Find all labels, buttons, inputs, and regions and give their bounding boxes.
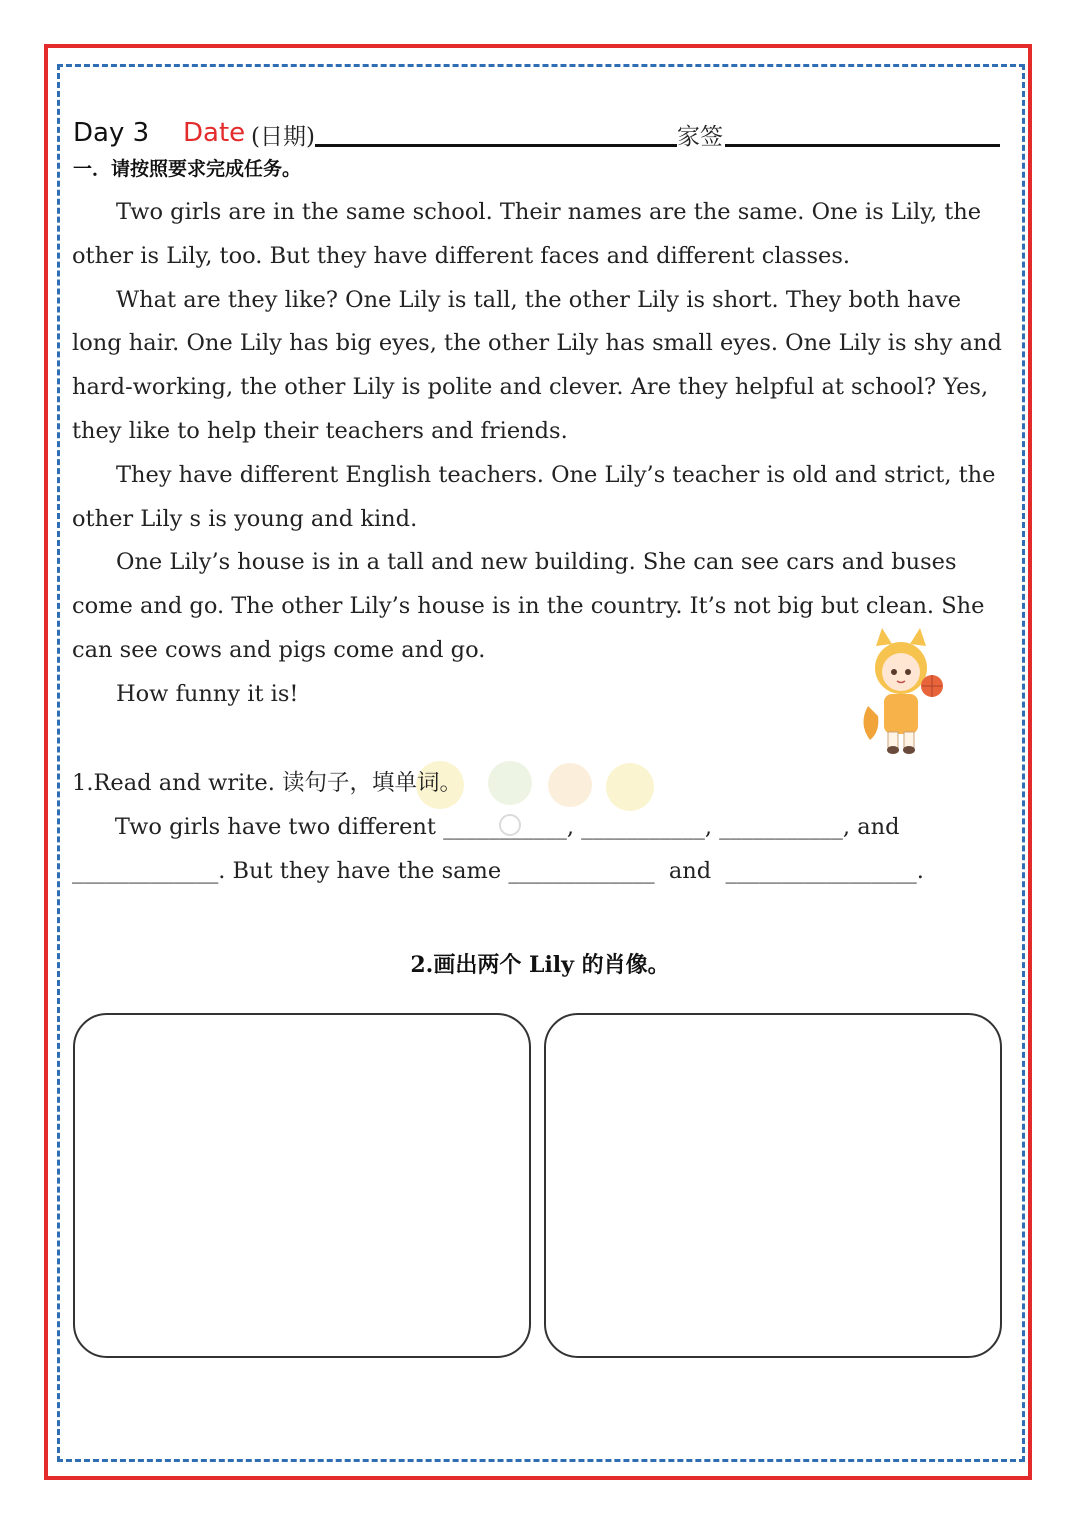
question2-title: 2.画出两个 Lily 的肖像。 [410, 952, 670, 978]
question1-fill-line[interactable]: Two girls have two different ___________, ___________, ___________, and [72, 814, 900, 840]
signature-write-line[interactable] [725, 144, 1000, 147]
drawing-box-left[interactable] [73, 1013, 531, 1358]
worksheet-header [73, 114, 1001, 154]
passage-paragraph: How funny it is! [116, 680, 299, 707]
passage-paragraph: Two girls are in the same school. Their names are the same. One is Lily, the other is Lily, too. But they have different faces and different classes. [72, 199, 982, 269]
date-label: Date [183, 118, 246, 148]
section-title: 一．请按照要求完成任务。 [73, 158, 302, 180]
day-label: Day 3 [73, 118, 150, 148]
drawing-box-right[interactable] [544, 1013, 1002, 1358]
date-write-line[interactable] [315, 144, 677, 147]
passage-paragraph: They have different English teachers. One Lily’s teacher is old and strict, the other Lily s is young and kind. [72, 461, 996, 532]
date-cn-label: (日期) [251, 124, 315, 150]
passage-paragraph: One Lily’s house is in a tall and new building. She can see cars and buses come and go. The other Lily’s house is in the country. It’s not big but clean. She can see cows and pigs come and go. [72, 549, 985, 663]
passage-paragraph: What are they like? One Lily is tall, the other Lily is short. They both have long hair. One Lily has big eyes, the other Lily has small eyes. One Lily is shy and hard-working, the other Lily is polite and clever. Are they helpful at school? Yes, they like to help their teachers and friends. [72, 286, 1002, 444]
parent-signature-label: 家签 [677, 124, 723, 150]
question1-fill-line[interactable]: _____________. But they have the same _____________ and _________________. [72, 858, 924, 884]
fox-girl-mascot-icon [858, 628, 944, 756]
question1-title: 1.Read and write. 读句子，填单词。 [72, 770, 463, 796]
